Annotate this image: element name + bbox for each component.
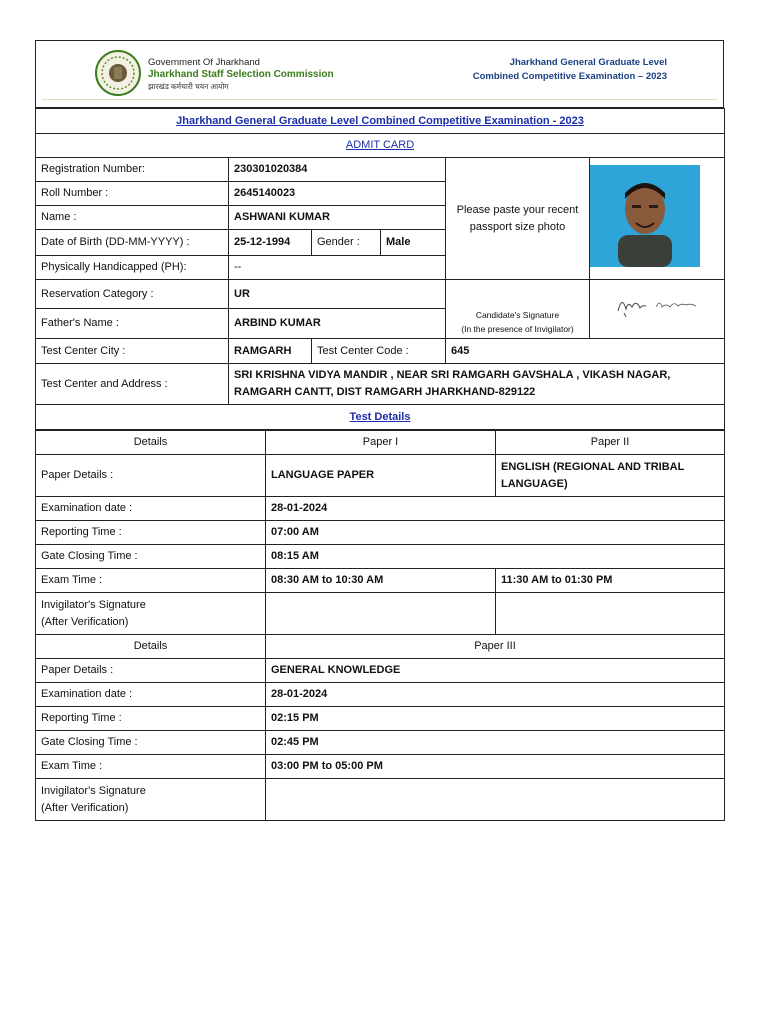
- exam-name-line1: Jharkhand General Graduate Level: [509, 57, 667, 68]
- father-label: Father's Name :: [36, 309, 229, 339]
- commission-name-hindi: झारखंड कर्मचारी चयन आयोग: [148, 82, 229, 91]
- category-label: Reservation Category :: [36, 280, 229, 309]
- roll-value: 2645140023: [229, 182, 446, 206]
- letterhead: [35, 40, 724, 108]
- t1-reporting-label: Reporting Time :: [36, 521, 266, 545]
- t1-exam-date-label: Examination date :: [36, 497, 266, 521]
- address-value: SRI KRISHNA VIDYA MANDIR , NEAR SRI RAMGARH GAVSHALA , VIKASH NAGAR, RAMGARH CANTT, DIST RAMGARH JHARKHAND-829122: [229, 364, 725, 405]
- t1-header-paper1: Paper I: [266, 431, 496, 455]
- t2-paper-details-label: Paper Details :: [36, 659, 266, 683]
- header-divider: [42, 99, 717, 100]
- t2-invigilator-sign: [266, 779, 725, 821]
- t1-gate-value: 08:15 AM: [266, 545, 725, 569]
- t1-paper2-details: [496, 455, 725, 497]
- t2-invigilator-line2: (After Verification): [41, 801, 129, 814]
- t2-invigilator-line1: Invigilator's Signature: [41, 784, 146, 797]
- photo-note-line1: Please paste your recent: [456, 203, 579, 216]
- t1-paper2-details-line1: ENGLISH (REGIONAL AND TRIBAL: [501, 460, 685, 473]
- photo-note-line2: passport size photo: [469, 220, 566, 233]
- roll-label: Roll Number :: [36, 182, 229, 206]
- t2-gate-value: 02:45 PM: [266, 731, 725, 755]
- t2-reporting-label: Reporting Time :: [36, 707, 266, 731]
- t1-paper1-details: LANGUAGE PAPER: [266, 455, 496, 497]
- t1-exam-time-label: Exam Time :: [36, 569, 266, 593]
- name-label: Name :: [36, 206, 229, 230]
- exam-title-cell: [36, 109, 725, 134]
- test-details-table: [35, 430, 725, 821]
- t1-exam-time-paper1: 08:30 AM to 10:30 AM: [266, 569, 496, 593]
- jharkhand-seal-icon: [94, 49, 142, 97]
- t1-header-paper2: Paper II: [496, 431, 725, 455]
- t1-invigilator-sign-paper1: [266, 593, 496, 635]
- test-details-link[interactable]: Test Details: [349, 410, 411, 423]
- t1-paper-details-label: Paper Details :: [36, 455, 266, 497]
- test-details-title-cell: [36, 405, 725, 430]
- t1-invigilator-line1: Invigilator's Signature: [41, 598, 146, 611]
- city-label: Test Center City :: [36, 339, 229, 364]
- signature-label-line1: Candidate's Signature: [475, 310, 560, 320]
- reg-label: Registration Number:: [36, 158, 229, 182]
- exam-title-link[interactable]: Jharkhand General Graduate Level Combined Competitive Examination - 2023: [176, 114, 584, 127]
- t2-exam-time-value: 03:00 PM to 05:00 PM: [266, 755, 725, 779]
- category-value: UR: [229, 280, 446, 309]
- t1-exam-time-paper2: 11:30 AM to 01:30 PM: [496, 569, 725, 593]
- t1-reporting-value: 07:00 AM: [266, 521, 725, 545]
- photo-cell: [590, 158, 725, 280]
- ph-value: --: [229, 256, 446, 280]
- t2-invigilator-label: [36, 779, 266, 821]
- t2-gate-label: Gate Closing Time :: [36, 731, 266, 755]
- father-value: ARBIND KUMAR: [229, 309, 446, 339]
- candidate-table: [35, 108, 725, 430]
- t1-paper2-details-line2: LANGUAGE): [501, 477, 568, 490]
- gender-value: Male: [381, 230, 446, 256]
- center-code-value: 645: [446, 339, 725, 364]
- t1-exam-date-value: 28-01-2024: [266, 497, 725, 521]
- t2-header-paper3: Paper III: [266, 635, 725, 659]
- signature-cell: [590, 280, 725, 339]
- gender-label: Gender :: [312, 230, 381, 256]
- t1-invigilator-line2: (After Verification): [41, 615, 129, 628]
- t2-exam-date-label: Examination date :: [36, 683, 266, 707]
- exam-name-line2: Combined Competitive Examination – 2023: [472, 71, 667, 82]
- commission-name: Jharkhand Staff Selection Commission: [148, 69, 334, 80]
- dob-label: Date of Birth (DD-MM-YYYY) :: [36, 230, 229, 256]
- city-value: RAMGARH: [229, 339, 312, 364]
- admit-card-sheet: [35, 40, 724, 821]
- ph-label: Physically Handicapped (PH):: [36, 256, 229, 280]
- dob-value: 25-12-1994: [229, 230, 312, 256]
- reg-value: 230301020384: [229, 158, 446, 182]
- name-value: ASHWANI KUMAR: [229, 206, 446, 230]
- center-code-label: Test Center Code :: [312, 339, 446, 364]
- t1-header-details: Details: [36, 431, 266, 455]
- t2-reporting-value: 02:15 PM: [266, 707, 725, 731]
- address-label: Test Center and Address :: [36, 364, 229, 405]
- admit-card-link[interactable]: ADMIT CARD: [345, 139, 415, 151]
- t1-invigilator-sign-paper2: [496, 593, 725, 635]
- signature-label: [446, 280, 590, 339]
- t2-paper3-details: GENERAL KNOWLEDGE: [266, 659, 725, 683]
- t1-invigilator-label: [36, 593, 266, 635]
- candidate-signature: [612, 291, 702, 321]
- signature-label-line2: (In the presence of Invigilator): [461, 324, 574, 334]
- admit-card-cell: [36, 134, 725, 158]
- t1-gate-label: Gate Closing Time :: [36, 545, 266, 569]
- candidate-photo: [590, 165, 700, 267]
- t2-header-details: Details: [36, 635, 266, 659]
- photo-note: [446, 158, 590, 280]
- gov-line: Government Of Jharkhand: [148, 57, 260, 68]
- t2-exam-date-value: 28-01-2024: [266, 683, 725, 707]
- t2-exam-time-label: Exam Time :: [36, 755, 266, 779]
